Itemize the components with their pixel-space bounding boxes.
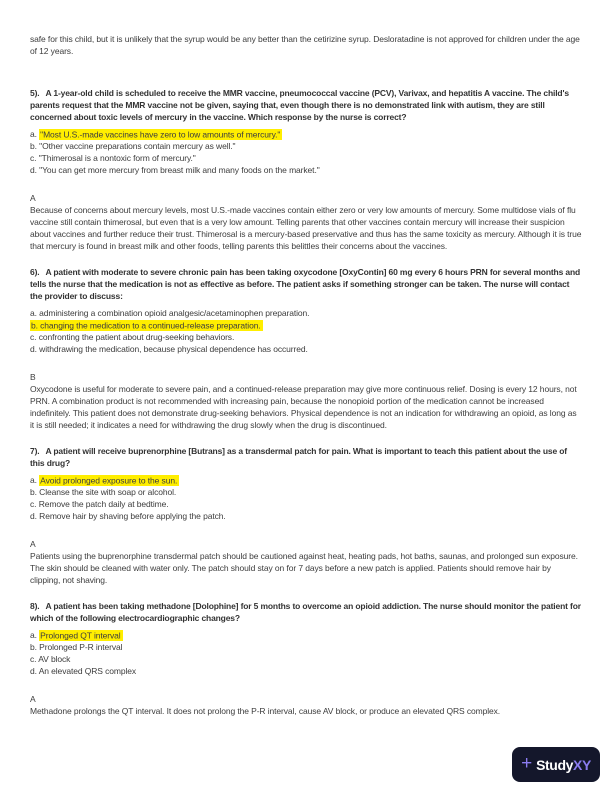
- answer-option: [30, 152, 582, 164]
- studyxy-logo: [512, 747, 600, 782]
- question-text: [30, 445, 582, 469]
- option-text: changing the medication to a continued-release preparation.: [40, 320, 261, 330]
- answer-option: [30, 140, 582, 152]
- answer-option: [30, 128, 582, 140]
- option-prefix: d.: [30, 511, 40, 521]
- option-highlight: Avoid prolonged exposure to the sun.: [40, 475, 178, 485]
- question-body: A patient will receive buprenorphine [Butrans] as a transdermal patch for pain. What is important to teach this patient about the use of this drug?: [30, 446, 567, 468]
- option-text: AV block: [38, 654, 71, 664]
- option-text: withdrawing the medication, because physical dependence has occurred.: [39, 344, 308, 354]
- answer-letter: B: [30, 372, 36, 382]
- question-number: 8).: [30, 601, 40, 611]
- option-prefix: b.: [30, 141, 40, 151]
- option-prefix: d.: [30, 165, 40, 175]
- option-text: administering a combination opioid analgesic/acetaminophen preparation.: [39, 308, 310, 318]
- answer-option: [30, 319, 582, 331]
- answer-letter: A: [30, 694, 36, 704]
- question-body: A patient with moderate to severe chronic pain has been taking oxycodone [OxyContin] 60 mg every 6 hours PRN for several months and tells the nurse that the medication is not as effective as before. The patient asks if something stronger can be taken. The nurse will contact the provider to discuss:: [30, 267, 581, 301]
- question-number: 6).: [30, 267, 40, 277]
- question-text: [30, 87, 582, 123]
- logo-text-secondary: XY: [573, 756, 591, 773]
- question-block-6: [30, 266, 582, 431]
- option-prefix: c.: [30, 654, 39, 664]
- option-highlight: "Most U.S.-made vaccines have zero to low amounts of mercury.": [40, 129, 281, 139]
- answer-option: [30, 307, 582, 319]
- answer-option: [30, 665, 582, 677]
- option-prefix: b.: [30, 642, 40, 652]
- answer-option: [30, 164, 582, 176]
- question-body: A patient has been taking methadone [Dolophine] for 5 months to overcome an opioid addiction. The nurse should monitor the patient for which of the following electrocardiographic changes?: [30, 601, 581, 623]
- answer-option: [30, 629, 582, 641]
- answer-explanation: Methadone prolongs the QT interval. It does not prolong the P-R interval, cause AV block, or produce an elevated QRS complex.: [30, 706, 501, 716]
- answer-option: [30, 331, 582, 343]
- logo-text: [536, 758, 591, 772]
- question-block-8: [30, 600, 582, 717]
- options-list: [30, 474, 582, 522]
- option-prefix: c.: [30, 332, 39, 342]
- option-text: Remove the patch daily at bedtime.: [38, 499, 169, 509]
- option-text: "Thimerosal is a nontoxic form of mercury.": [38, 153, 196, 163]
- options-list: [30, 629, 582, 677]
- question-text: [30, 600, 582, 624]
- answer-option: [30, 498, 582, 510]
- question-block-5: [30, 87, 582, 252]
- answer-explanation: Because of concerns about mercury levels, most U.S.-made vaccines contain either zero or very low amounts of mercury. Some multidose vials of flu vaccine still contain thimerosal, but even that is a very low amount. Telling parents that other vaccines contain mercury will increase their suspicion about vaccines and further reduce their trust. Thimerosal is a mercury-based preservative and thus has the same toxicity as mercury. Although it is true that mercury is found in breast milk and other foods, telling parents this belittles their concerns about the vaccines.: [30, 205, 582, 251]
- question-number: 5).: [30, 88, 40, 98]
- option-highlight: Prolonged QT interval: [40, 630, 121, 640]
- option-text: Prolonged P-R interval: [39, 642, 123, 652]
- logo-text-primary: Study: [536, 756, 573, 773]
- answer-option: [30, 510, 582, 522]
- answer-option: [30, 653, 582, 665]
- option-highlight: [30, 320, 263, 331]
- option-prefix: d.: [30, 666, 39, 676]
- question-number: 7).: [30, 446, 40, 456]
- option-prefix: b.: [30, 487, 40, 497]
- answer-option: [30, 343, 582, 355]
- option-text: "You can get more mercury from breast milk and many foods on the market.": [39, 165, 320, 175]
- answer-option: [30, 474, 582, 486]
- question-body: A 1-year-old child is scheduled to receive the MMR vaccine, pneumococcal vaccine (PCV), Varivax, and hepatitis A vaccine. The child's parents request that the MMR vaccine not be given, saying that, even though there is no demonstrated link with autism, they are still concerned about toxic levels of mercury in the vaccine. Which response by the nurse is correct?: [30, 88, 569, 122]
- answer-explanation: Oxycodone is useful for moderate to severe pain, and a continued-release preparation may give more continuous relief. Dosing is every 12 hours, not PRN. A combination product is not recommended with increasing pain, because the nonopioid portion of the medication cannot be increased indefinitely. This patient does not demonstrate drug-seeking behaviors. Physical dependence is not an indication for withdrawing an opioid, as long as it is still needed; it indicates a need for withdrawing the drug slowly when the drug is discontinued.: [30, 384, 577, 430]
- intro-paragraph: safe for this child, but it is unlikely that the syrup would be any better than the cetirizine syrup. Desloratadine is not approved for children under the age of 12 years.: [30, 34, 580, 56]
- answer-option: [30, 486, 582, 498]
- answer-option: [30, 641, 582, 653]
- option-prefix: a.: [30, 475, 40, 485]
- answer-explanation: Patients using the buprenorphine transdermal patch should be cautioned against heat, heating pads, hot baths, saunas, and prolonged sun exposure. The skin should be cleaned with water only. The patch should stay on for 7 days before a new patch is applied. Patients should remove hair by clipping, not shaving.: [30, 551, 578, 585]
- question-block-7: [30, 445, 582, 586]
- plus-icon: +: [521, 753, 533, 774]
- option-prefix: b.: [31, 320, 41, 330]
- option-prefix: d.: [30, 344, 40, 354]
- option-text: "Other vaccine preparations contain mercury as well.": [39, 141, 236, 151]
- option-text: confronting the patient about drug-seeking behaviors.: [38, 332, 235, 342]
- answer-letter: A: [30, 193, 36, 203]
- option-prefix: a.: [30, 129, 40, 139]
- option-text: Cleanse the site with soap or alcohol.: [39, 487, 177, 497]
- question-text: [30, 266, 582, 302]
- answer-letter: A: [30, 539, 36, 549]
- option-prefix: c.: [30, 153, 39, 163]
- option-prefix: a.: [30, 308, 40, 318]
- options-list: [30, 307, 582, 355]
- option-prefix: c.: [30, 499, 39, 509]
- option-text: Remove hair by shaving before applying the patch.: [39, 511, 226, 521]
- option-prefix: a.: [30, 630, 40, 640]
- options-list: [30, 128, 582, 176]
- option-text: An elevated QRS complex: [38, 666, 137, 676]
